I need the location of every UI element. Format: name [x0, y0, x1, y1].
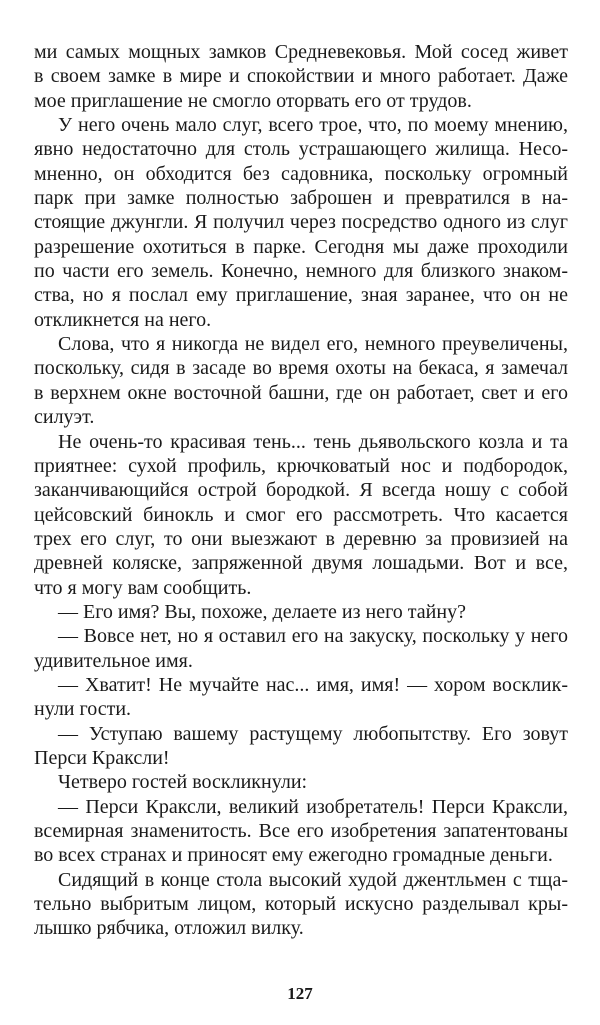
paragraph	[34, 430, 568, 600]
paragraph	[34, 332, 568, 429]
page-number: 127	[287, 984, 313, 1003]
text-line: древней коляске, запряженной двумя лошадьми. Вот и все,	[34, 552, 568, 575]
text-line: трех его слуг, то они выезжают в деревню за провизией на	[34, 527, 568, 550]
text-line: — Его имя? Вы, похоже, делаете из него тайну?	[58, 600, 466, 623]
text-line: ми самых мощных замков Средневековья. Мой сосед живет	[34, 41, 568, 63]
text-line: цейсовский бинокль и смог его рассмотреть. Что касается	[34, 503, 568, 526]
text-line: У него очень мало слуг, всего трое, что, по моему мнению,	[58, 114, 568, 137]
text-line: нули гости.	[34, 698, 132, 721]
text-line: мненно, он обходится без садовника, поскольку огромный	[34, 162, 568, 185]
text-line: — Уступаю вашему растущему любопытству. Его зовут	[58, 722, 568, 745]
text-line: — Вовсе нет, но я оставил его на закуску, поскольку у него	[58, 625, 568, 648]
text-line: явно недостаточно для столь устрашающего жилища. Несо-	[34, 138, 568, 161]
text-line: тельно выбритым лицом, который искусно разделывал кры-	[34, 893, 568, 916]
text-line: что я могу вам сообщить.	[34, 576, 252, 599]
text-line: — Перси Краксли, великий изобретатель! Перси Краксли,	[58, 795, 568, 818]
text-line: заканчивающийся острой бородкой. Я всегда ношу с собой	[34, 479, 568, 502]
text-line: силуэт.	[34, 406, 95, 429]
text-line: ства, но я послал ему приглашение, зная заранее, что он не	[34, 284, 568, 307]
text-line: Сидящий в конце стола высокий худой джентльмен с тща-	[58, 868, 568, 891]
text-line: стоящие джунгли. Я получил через посредство одного из слуг	[34, 211, 568, 234]
text-line: Четверо гостей воскликнули:	[58, 771, 308, 794]
paragraph	[34, 795, 568, 868]
text-line: лышко рябчика, отложил вилку.	[34, 917, 304, 940]
text-line: мое приглашение не смогло оторвать его от трудов.	[34, 89, 472, 112]
paragraph	[34, 673, 568, 722]
text-line: в верхнем окне восточной башни, где он работает, свет и его	[34, 381, 568, 404]
text-line: поскольку, сидя в засаде во время охоты на бекаса, я замечал	[34, 357, 568, 380]
text-line: Слова, что я никогда не видел его, немного преувеличены,	[58, 333, 568, 356]
paragraph	[34, 113, 568, 332]
text-line: откликнется на него.	[34, 308, 212, 331]
text-line: — Хватит! Не мучайте нас... имя, имя! — хором восклик-	[58, 673, 568, 696]
text-line: в своем замке в мире и спокойствии и много работает. Даже	[34, 65, 568, 88]
text-line: приятнее: сухой профиль, крючковатый нос и подбородок,	[34, 454, 568, 477]
paragraph	[34, 868, 568, 941]
paragraph	[34, 40, 568, 113]
paragraph	[34, 600, 568, 624]
text-line: всемирная знаменитость. Все его изобретения запатентованы	[34, 820, 568, 842]
paragraph	[34, 722, 568, 771]
text-line: парк при замке полностью заброшен и превратился в на-	[34, 187, 568, 210]
text-line: удивительное имя.	[34, 649, 193, 672]
text-line: во всех странах и приносят ему ежегодно громадные деньги.	[34, 844, 553, 867]
text-line: Перси Краксли!	[34, 746, 170, 769]
text-line: Не очень-то красивая тень... тень дьявольского козла и та	[58, 430, 568, 453]
text-line: разрешение охотиться в парке. Сегодня мы даже проходили	[34, 235, 568, 258]
text-line: по части его земель. Конечно, немного для близкого знаком-	[34, 260, 568, 283]
page-body-text	[34, 40, 568, 941]
paragraph	[34, 624, 568, 673]
paragraph	[34, 770, 568, 794]
